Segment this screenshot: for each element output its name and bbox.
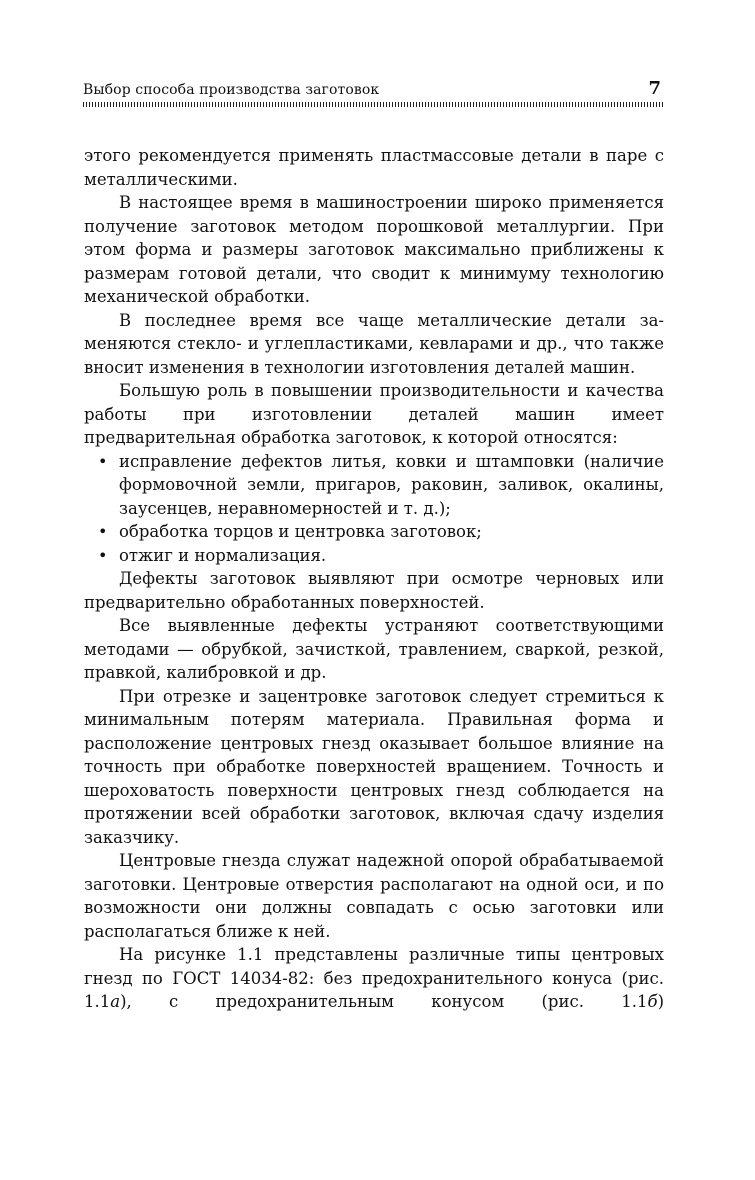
list-item xyxy=(84,544,664,568)
list-item-text: отжиг и нормализация. xyxy=(119,545,327,565)
list-item-text: исправление дефектов литья, ковки и штамповки (наличие формовочной земли, пригаров, раковин, заливок, окалины, заусенцев, неравномерностей и т. д.); xyxy=(119,451,664,518)
figure-ref-a: а xyxy=(110,992,121,1011)
paragraph-9-text-b: ), с предохранительным конусом (рис. 1.1 xyxy=(120,992,648,1011)
header-dotted-rule xyxy=(83,102,665,107)
running-head xyxy=(83,78,663,102)
paragraph-3: В последнее время все чаще металлические детали заменяются стекло- и углепластиками, кевларами и др., что также вносит изменения в технологии изготовления деталей машин. xyxy=(84,310,664,377)
figure-ref-b: б xyxy=(647,992,658,1011)
bullet-icon: • xyxy=(98,522,108,541)
body-text xyxy=(84,144,664,1014)
paragraph-9 xyxy=(84,943,664,1014)
running-head-title: Выбор способа производства заготовок xyxy=(83,82,380,98)
list-item xyxy=(84,520,664,544)
paragraph-5: Дефекты заготовок выявляют при осмотре черновых или предварительно обработанных поверхностей. xyxy=(84,569,664,612)
bullet-icon: • xyxy=(98,451,108,471)
paragraph-2: В настоящее время в машиностроении широко применяется получение заготовок методом порошковой металлургии. При этом форма и размеры заготовок максимально приближены к размерам готовой детали, что сводит к минимуму технологию механической обработки. xyxy=(84,193,664,306)
page-number: 7 xyxy=(648,78,661,99)
paragraph-7: При отрезке и зацентровке заготовок следует стремиться к минимальным потерям материала. Правильная форма и расположение центровых гнезд оказывает большое влияние на точность при обработке поверхностей вращением. Точность и шероховатость поверхности центровых гнезд соблюдается на протяжении всей обработки заготовок, включая сдачу изделия заказчику. xyxy=(84,686,664,847)
paragraph-4: Большую роль в повышении производительности и качества работы при изготовлении деталей машин имеет предварительная обработка заготовок, к которой относятся: xyxy=(84,381,664,447)
list-item xyxy=(84,450,664,521)
bullet-icon: • xyxy=(98,545,108,565)
list-item-text: обработка торцов и центровка заготовок; xyxy=(119,522,482,541)
paragraph-8: Центровые гнезда служат надежной опорой обрабатываемой заготовки. Центровые отверстия располагают на одной оси, и по возможности они должны совпадать с осью заготовки или располагаться ближе к ней. xyxy=(84,851,664,941)
paragraph-9-text-a: На рисунке 1.1 представлены различные типы центровых гнезд по ГОСТ 14034-82: без предохранительного конуса (рис. 1.1 xyxy=(84,945,664,1011)
paragraph-6: Все выявленные дефекты устраняют соответствующими методами — обрубкой, зачисткой, травлением, сваркой, резкой, правкой, калибровкой и др. xyxy=(84,616,664,682)
paragraph-9-text-c: ) xyxy=(657,992,664,1011)
paragraph-1: этого рекомендуется применять пластмассовые детали в паре с металлическими. xyxy=(84,146,664,189)
preprocessing-list xyxy=(84,450,664,568)
